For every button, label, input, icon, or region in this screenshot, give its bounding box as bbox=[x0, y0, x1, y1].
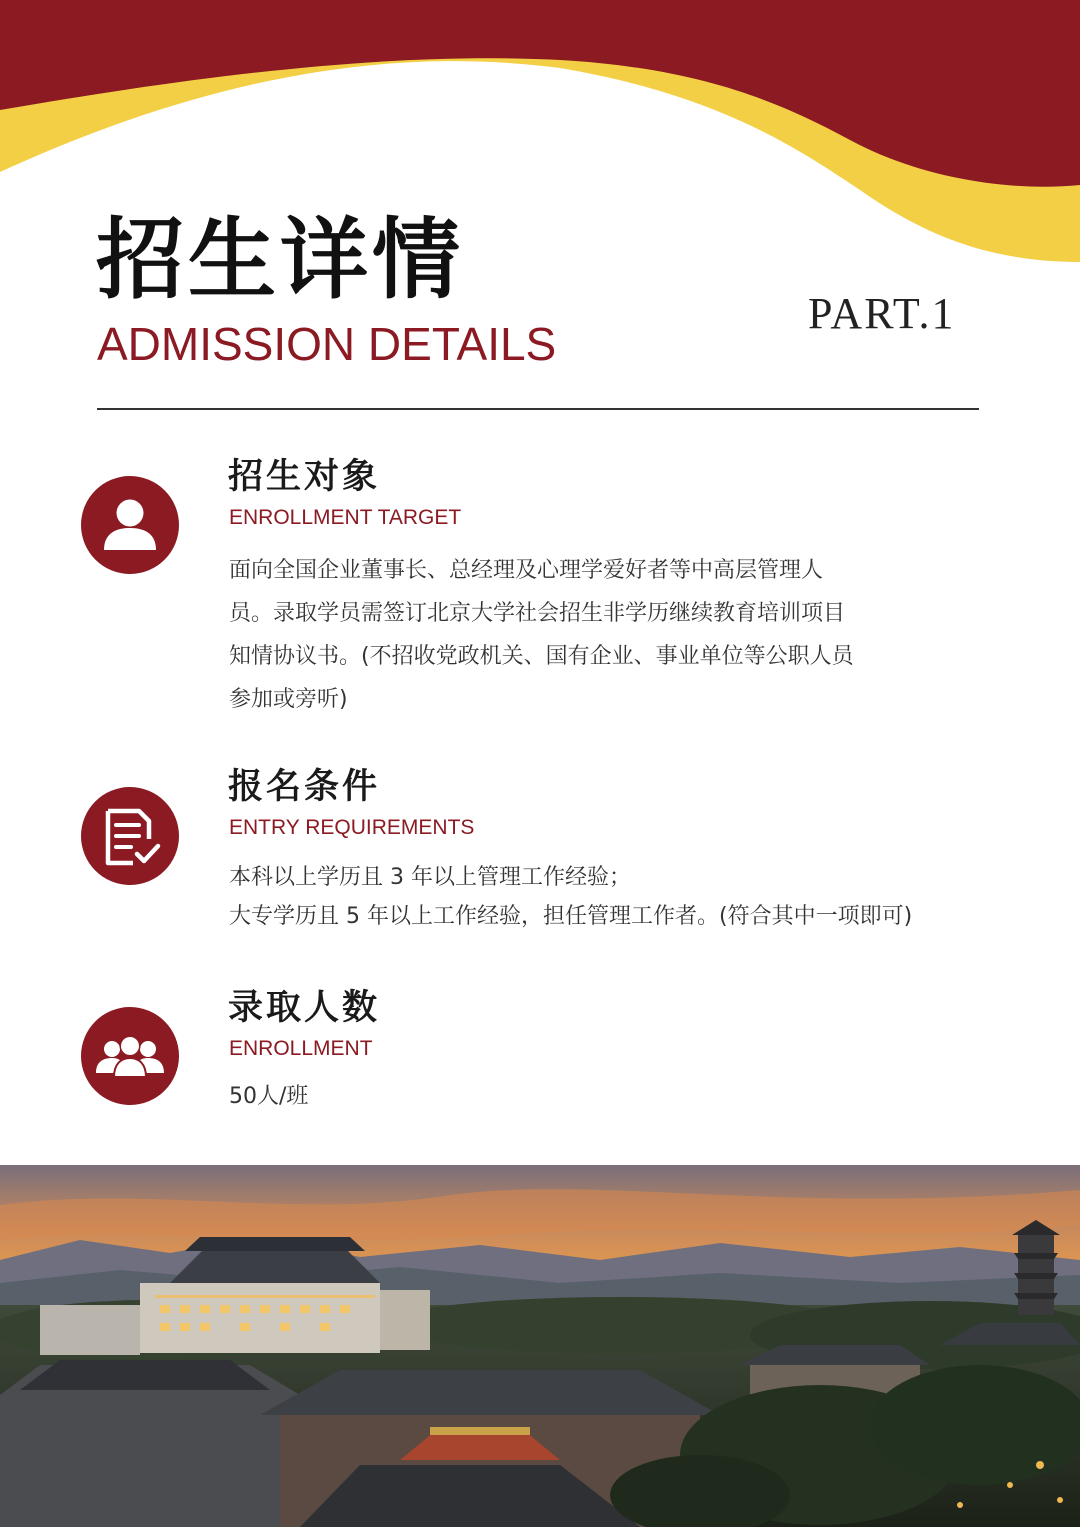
part-label: PART.1 bbox=[808, 289, 956, 338]
body-line: 50人/班 bbox=[229, 1084, 309, 1109]
body-line: 面向全国企业董事长、总经理及心理学爱好者等中高层管理人 bbox=[229, 558, 824, 583]
body-line: 本科以上学历且 3 年以上管理工作经验； bbox=[229, 865, 631, 890]
section-subtitle-enrollment-target: ENROLLMENT TARGET bbox=[229, 506, 462, 529]
page-subtitle: ADMISSION DETAILS bbox=[97, 318, 557, 370]
body-line: 知情协议书。(不招收党政机关、国有企业、事业单位等公职人员 bbox=[229, 644, 854, 669]
section-body-enrollment-target bbox=[229, 549, 854, 721]
section-body-enrollment bbox=[229, 1075, 308, 1118]
user-icon bbox=[81, 476, 179, 574]
document-check-icon bbox=[81, 787, 179, 885]
body-line: 参加或旁听) bbox=[229, 687, 348, 712]
section-title-entry-requirements: 报名条件 bbox=[228, 767, 381, 807]
body-line: 员。录取学员需签订北京大学社会招生非学历继续教育培训项目 bbox=[229, 601, 846, 626]
campus-photo bbox=[0, 1165, 1080, 1527]
section-title-enrollment-target: 招生对象 bbox=[228, 457, 381, 497]
section-subtitle-entry-requirements: ENTRY REQUIREMENTS bbox=[229, 816, 475, 839]
body-line: 大专学历且 5 年以上工作经验，担任管理工作者。(符合其中一项即可) bbox=[229, 904, 913, 929]
page-title: 招生详情 bbox=[96, 208, 465, 311]
section-body-entry-requirements bbox=[229, 858, 912, 936]
group-icon bbox=[81, 1007, 179, 1105]
section-subtitle-enrollment: ENROLLMENT bbox=[229, 1037, 373, 1060]
header-divider bbox=[97, 408, 979, 410]
section-title-enrollment: 录取人数 bbox=[228, 988, 381, 1028]
